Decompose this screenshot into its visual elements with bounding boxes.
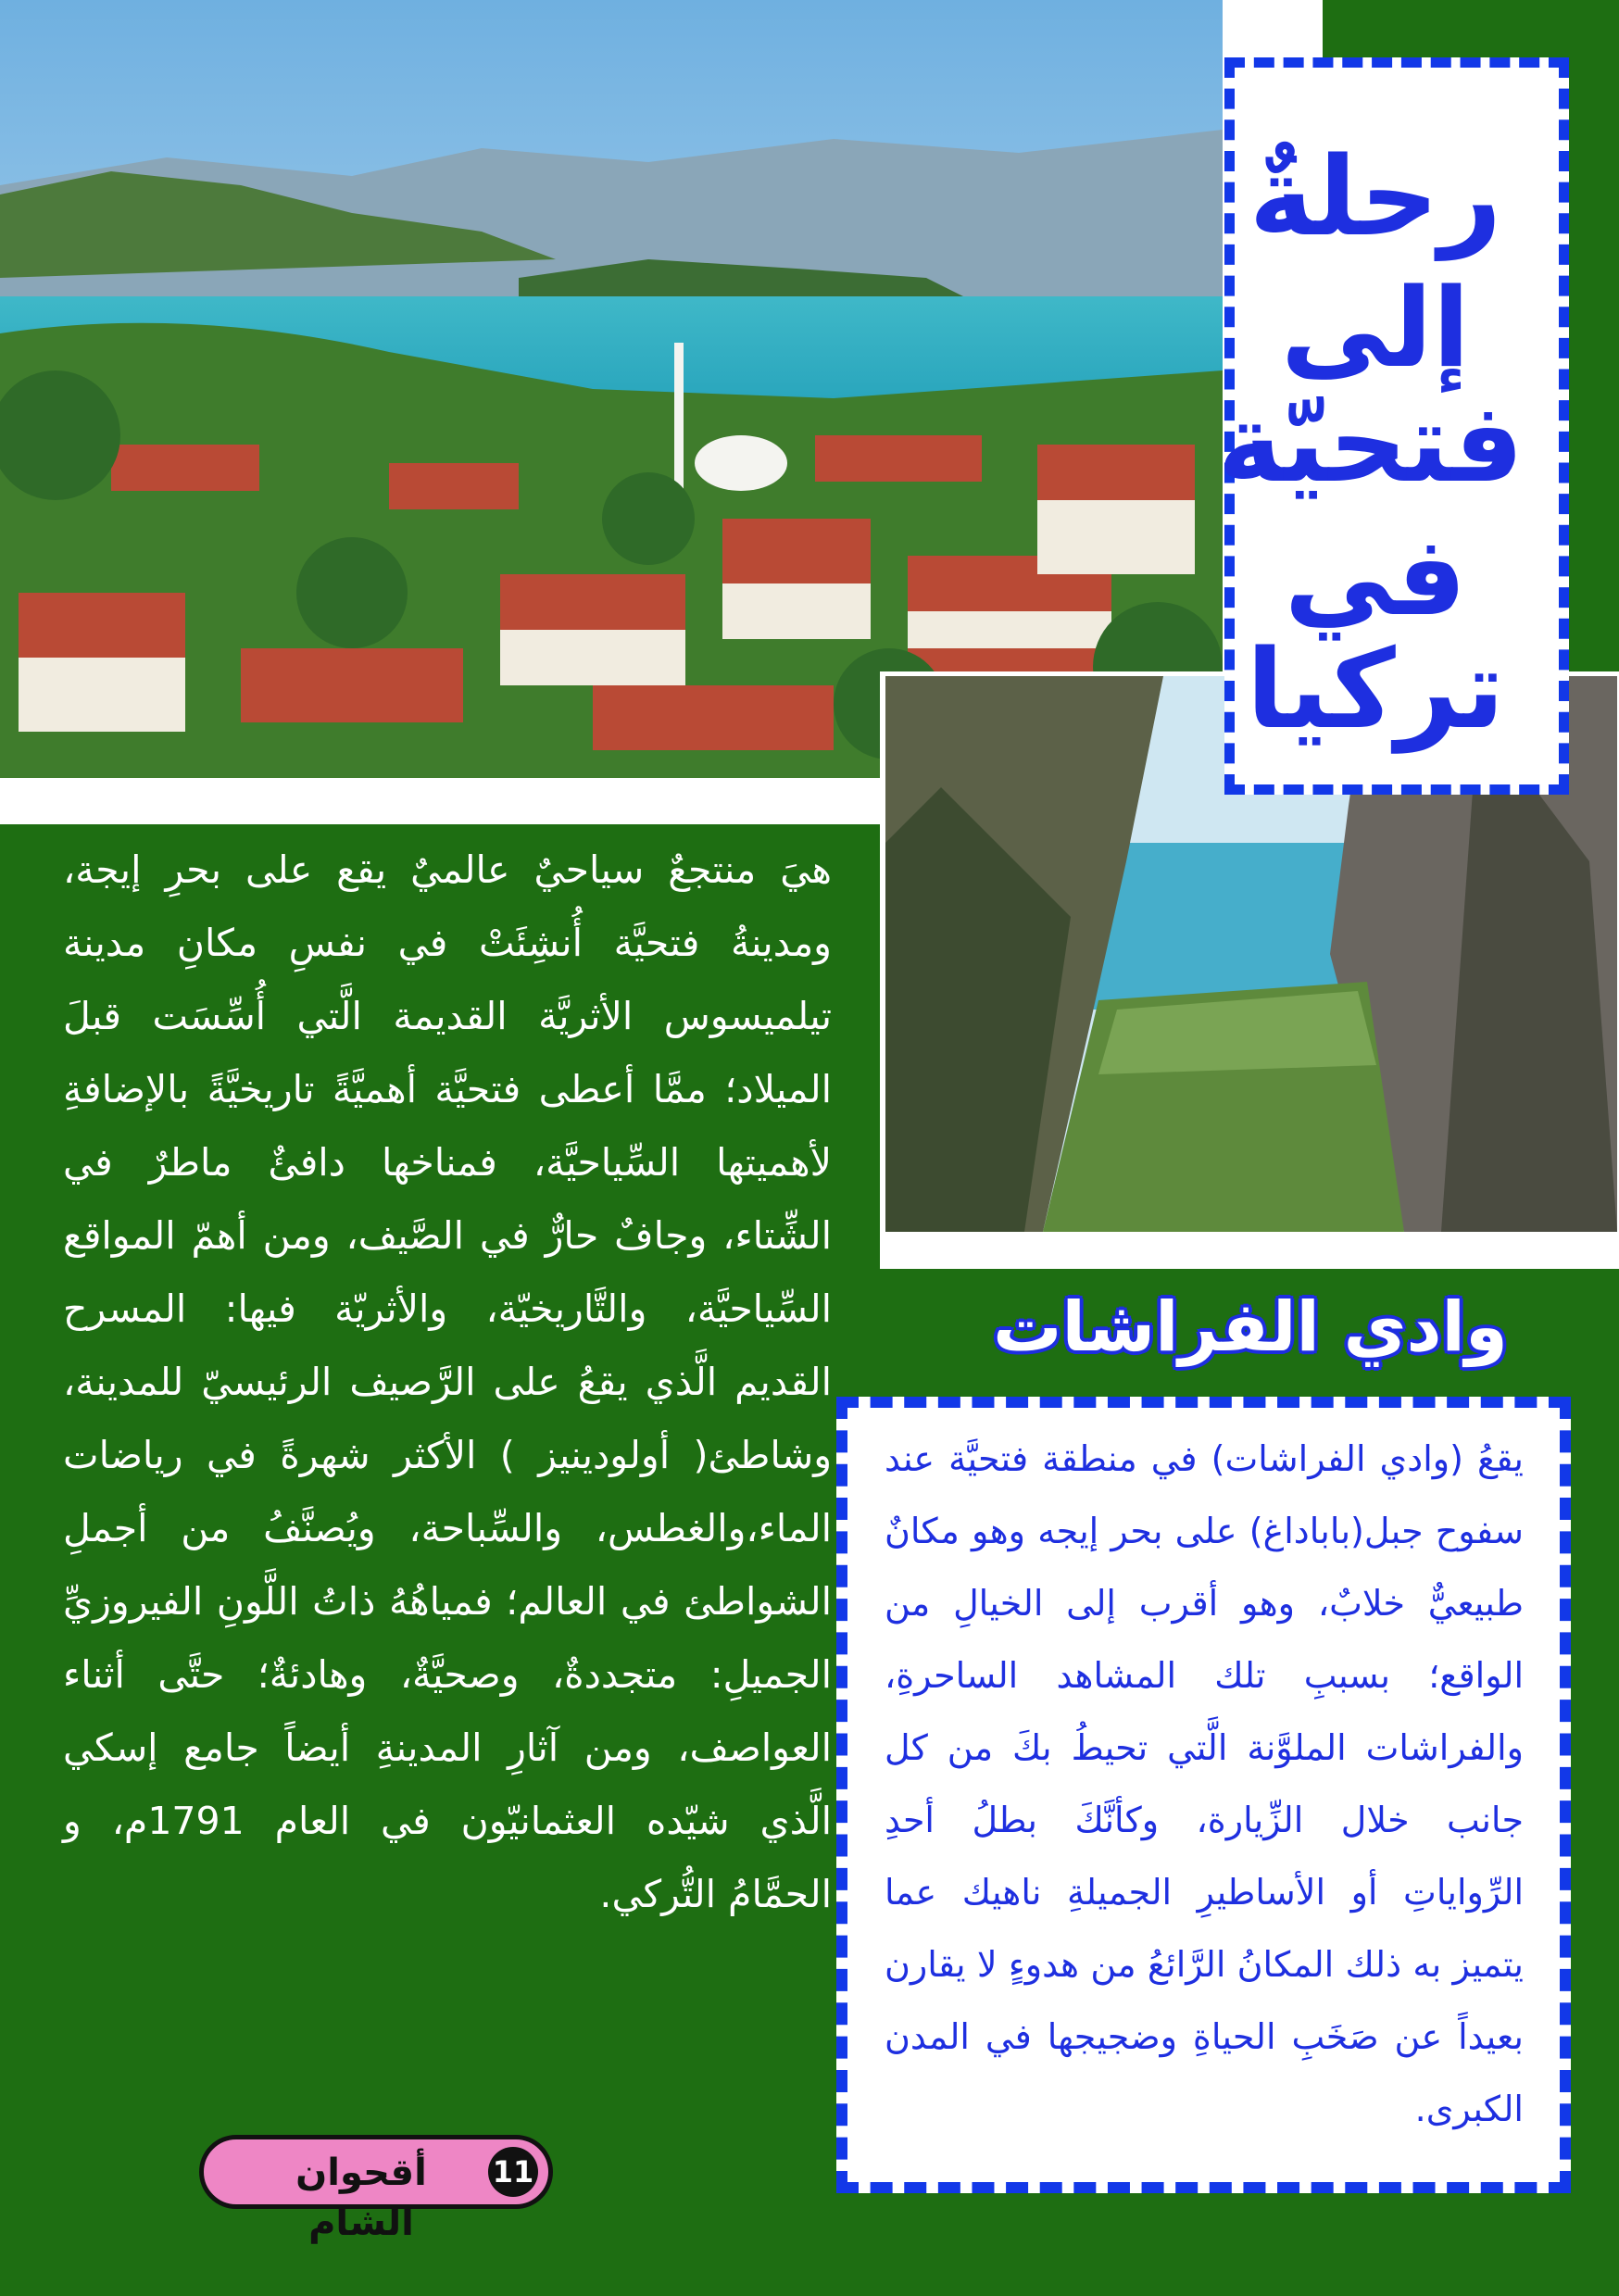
magazine-name: أقحوان الشام — [295, 2152, 427, 2244]
title-line-5: تركيا — [1246, 625, 1505, 753]
butterfly-valley-box — [836, 1397, 1571, 2193]
title-box — [1217, 57, 1569, 795]
footer-badge — [199, 2135, 553, 2244]
fethiye-town-photo — [0, 0, 1223, 778]
butterfly-valley-text: يقعُ (وادي الفراشات) في منطقة فتحيَّة عند سفوح جبل(باباداغ) على بحر إيجه وهو مكانٌ طبيعيٌّ خلابٌ، وهو أقرب إلى الخيالِ من الواقع؛ بسببِ تلك المشاهد الساحرةِ، والفراشات الملوَّنة الَّتي تحيطُ بكَ من كل جانب خلال الزِّيارة، وكأنَّكَ بطلُ أحدِ الرِّواياتِ أو الأساطيرِ الجميلةِ ناهيك عما يتميز به ذلك المكانُ الرَّائعُ من هدوءٍ لا يقارن بعيداً عن صَخَبِ الحياةِ وضجيجها في المدن الكبرى. — [885, 1438, 1524, 2129]
title-line-4: في — [1284, 512, 1467, 640]
title-line-3: فتحيّة — [1217, 379, 1524, 507]
butterfly-valley-heading: وادي الفراشات — [993, 1287, 1508, 1367]
title-line-2: إلى — [1280, 264, 1471, 392]
page-number: 11 — [488, 2147, 538, 2197]
main-article-text: هيَ منتجعٌ سياحيٌ عالميٌ يقع على بحرِ إيجة، ومدينةُ فتحيَّة أُنشِئَتْ في نفسِ مكانِ مدينة تيلميسوس الأثريَّة القديمة الَّتي أُسِّسَت قبلَ الميلاد؛ ممَّا أعطى فتحيَّة أهميَّةً تاريخيَّةً بالإضافةِ لأهميتها السِّياحيَّة، فمناخها دافئٌ ماطرٌ في الشِّتاء، وجافٌ حارٌّ في الصَّيف، ومن أهمّ المواقع السِّياحيَّة، والتَّاريخيّة، والأثريّة فيها: المسرح القديم الَّذي يقعُ على الرَّصيف الرئيسيّ للمدينة، وشاطئ( أولودينيز ) الأكثر شهرةً في رياضات الماء،والغطس، والسِّباحة، ويُصنَّفُ من أجملِ الشواطئ في العالم؛ فمياهُهُ ذاتُ اللَّونِ الفيروزيِّ الجميلِ: متجددةٌ، وصحيَّةٌ، وهادئةٌ؛ حتَّى أثناء العواصف، ومن آثارِ المدينةِ أيضاً جامع إسكي الَّذي شيّده العثمانيّون في العام 1791م، و الحمَّامُ التُّركي. — [63, 847, 832, 1916]
title-line-1: رحلةٌ — [1249, 132, 1502, 260]
